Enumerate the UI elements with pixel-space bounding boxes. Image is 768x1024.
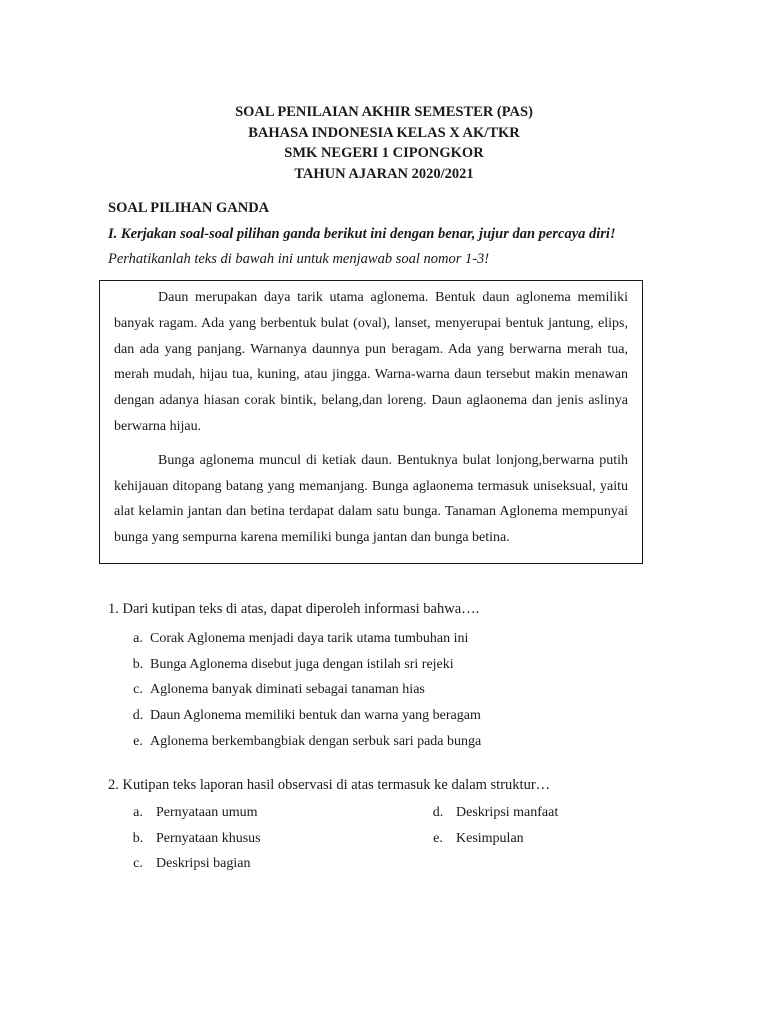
document-header	[0, 102, 768, 184]
question-2-options	[126, 800, 606, 877]
question-2-option-d	[426, 805, 606, 821]
option-text: Aglonema banyak diminati sebagai tanaman hias	[150, 682, 425, 698]
option-letter: d.	[432, 804, 444, 820]
school-name: SMK NEGERI 1 CIPONGKOR	[284, 145, 484, 161]
option-letter: e.	[433, 830, 443, 846]
option-text: Deskripsi bagian	[156, 856, 251, 872]
option-letter: c.	[133, 682, 143, 698]
option-letter: c.	[133, 856, 143, 872]
option-letter: b.	[132, 830, 144, 846]
question-2-text: 2. Kutipan teks laporan hasil observasi di atas termasuk ke dalam struktur…	[108, 777, 551, 793]
option-letter: e.	[133, 734, 143, 750]
option-text: Deskripsi manfaat	[456, 804, 559, 820]
reading-note: Perhatikanlah teks di bawah ini untuk menjawab soal nomor 1-3!	[108, 251, 490, 267]
option-letter: d.	[132, 708, 144, 724]
question-2-option-e	[426, 831, 606, 847]
exam-title: SOAL PENILAIAN AKHIR SEMESTER (PAS)	[235, 104, 533, 120]
question-1-option-e	[126, 729, 481, 755]
subject-class: BAHASA INDONESIA KELAS X AK/TKR	[248, 124, 520, 141]
question-1-option-c	[126, 678, 481, 704]
option-text: Bunga Aglonema disebut juga dengan istilah sri rejeki	[150, 656, 454, 672]
instruction-text: I. Kerjakan soal-soal pilihan ganda berikut ini dengan benar, jujur dan percaya diri!	[108, 226, 616, 242]
passage-paragraph-2: Bunga aglonema muncul di ketiak daun. Bentuknya bulat lonjong,berwarna putih kehijauan ditopang batang yang memanjang. Bunga aglaonema termasuk uniseksual, yaitu alat kelamin jantan dan betina terdapat dalam satu bunga. Tanaman Aglonema mempunyai bunga yang sempurna karena memiliki bunga jantan dan bunga betina.	[114, 452, 628, 546]
option-text: Corak Aglonema menjadi daya tarik utama tumbuhan ini	[150, 630, 469, 646]
question-1-option-b	[126, 652, 481, 678]
option-text: Kesimpulan	[456, 830, 524, 846]
option-text: Pernyataan umum	[156, 804, 258, 820]
question-2-option-c	[126, 856, 426, 872]
question-2-option-a	[126, 805, 426, 821]
academic-year: TAHUN AJARAN 2020/2021	[294, 165, 474, 182]
section-title: SOAL PILIHAN GANDA	[108, 200, 270, 216]
question-1-option-a	[126, 626, 481, 652]
option-letter: b.	[132, 656, 144, 672]
question-1-options	[126, 626, 481, 755]
question-1-text: 1. Dari kutipan teks di atas, dapat diperoleh informasi bahwa….	[108, 601, 480, 617]
passage-paragraph-1: Daun merupakan daya tarik utama aglonema. Bentuk daun aglonema memiliki banyak ragam. Ada yang berbentuk bulat (oval), lanset, menyerupai bentuk jantung, elips, dan ada yang panjang. Warnanya daunnya pun beragam. Ada yang berwarna merah tua, merah mudah, hijau tua, kuning, atau jingga. Warna-warna daun tersebut makin menawan dengan adanya hiasan corak bintik, belang,dan loreng. Daun aglaonema dan jenis aslinya berwarna hijau.	[114, 290, 628, 434]
option-text: Daun Aglonema memiliki bentuk dan warna yang beragam	[150, 708, 481, 724]
question-2-option-b	[126, 831, 426, 847]
option-text: Aglonema berkembangbiak dengan serbuk sari pada bunga	[150, 734, 482, 750]
option-letter: a.	[133, 804, 143, 820]
reading-passage-box	[99, 280, 643, 564]
option-letter: a.	[133, 630, 143, 646]
question-1-option-d	[126, 703, 481, 729]
option-text: Pernyataan khusus	[156, 830, 261, 846]
